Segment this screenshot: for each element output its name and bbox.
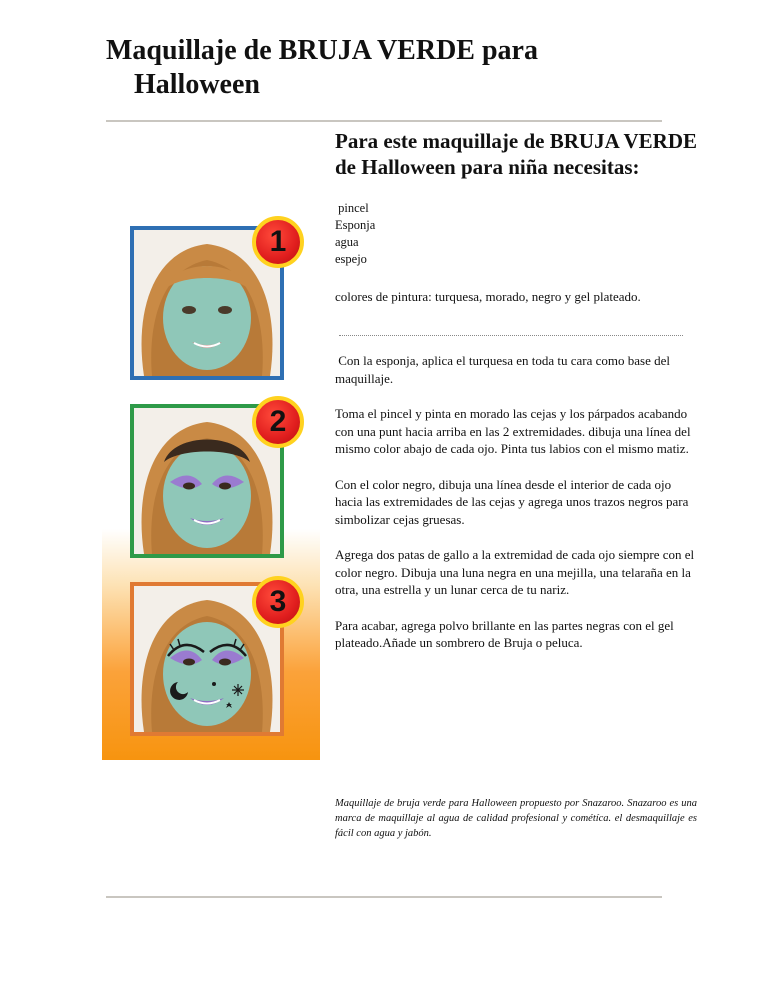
step-1-badge: 1 (252, 216, 304, 268)
paint-colors-text: colores de pintura: turquesa, morado, negro y gel plateado. (335, 289, 641, 304)
materials-heading: Para este maquillaje de BRUJA VERDE de Halloween para niña necesitas: (335, 129, 697, 179)
material-item: Esponja (335, 218, 376, 232)
step-paragraph-1: Con la esponja, aplica el turquesa en toda tu cara como base del maquillaje. (335, 353, 674, 386)
title-line-2: Halloween (134, 69, 260, 100)
material-item: espejo (335, 252, 367, 266)
document-title (106, 34, 666, 102)
step-3-badge: 3 (252, 576, 304, 628)
bottom-divider (106, 896, 662, 898)
instructions-column (335, 128, 697, 652)
credit-note: Maquillaje de bruja verde para Halloween propuesto por Snazaroo. Snazaroo es una marca de maquillaje al agua de calidad profesional y cométíca. el desmaquillaje es fácil con agua y jabón. (335, 798, 697, 839)
top-divider (106, 120, 662, 122)
step-paragraph-4: Agrega dos patas de gallo a la extremidad de cada ojo siempre con el color negro. Dibuja una luna negra en una mejilla, una telaraña en la otra, una estrella y un lunar cerca de tu nariz. (335, 547, 695, 597)
step-2-badge: 2 (252, 396, 304, 448)
material-item: agua (335, 235, 359, 249)
step-paragraph-5: Para acabar, agrega polvo brillante en las partes negras con el gel plateado.Añade un sombrero de Bruja o peluca. (335, 617, 674, 650)
materials-list (335, 200, 697, 268)
step-photos-column (102, 210, 320, 760)
material-item: pincel (335, 201, 369, 215)
step-paragraph-2: Toma el pincel y pinta en morado las cejas y los párpados acabando con una punt hacia arriba en las 2 extremidades. dibuja una línea del mismo color abajo de cada ojo. Pinta tus labios con el mismo matiz. (335, 406, 691, 456)
title-line-1: Maquillaje de BRUJA VERDE para (106, 35, 538, 66)
dotted-separator (339, 327, 683, 336)
step-paragraph-3: Con el color negro, dibuja una línea desde el interior de cada ojo hacia las extremidades de las cejas y agrega unos trazos negros para simbolizar cejas gruesas. (335, 476, 689, 527)
